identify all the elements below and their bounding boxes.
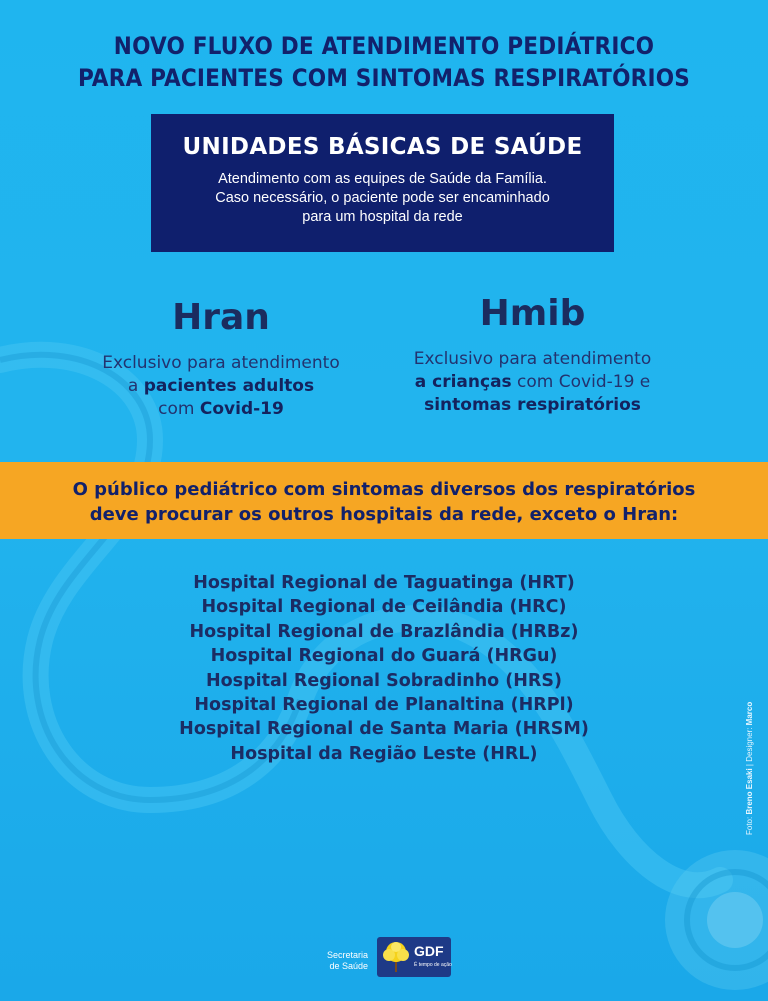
ubs-desc-line-3: para um hospital da rede [302,209,463,225]
credit-mid: | Designer: [745,725,754,769]
ubs-desc-line-1: Atendimento com as equipes de Saúde da Família. [218,171,547,187]
hran-name: Hran [172,297,270,338]
hospital-list-item: Hospital da Região Leste (HRL) [230,743,538,764]
page-title-line-1: NOVO FLUXO DE ATENDIMENTO PEDIÁTRICO [113,32,655,60]
hmib-desc-line-2-suffix: com Covid-19 e [511,372,651,392]
hran-desc-line-1: Exclusivo para atendimento [102,353,340,373]
hran-description [70,352,372,421]
hospital-list-item: Hospital Regional do Guará (HRGu) [210,646,558,667]
hran-desc-line-3-bold: Covid-19 [199,399,284,419]
pediatric-notice-band [0,462,768,539]
credit-photographer: Breno Esaki [745,768,754,815]
hmib-desc-line-3-bold: sintomas respiratórios [424,395,641,415]
ubs-title: UNIDADES BÁSICAS DE SAÚDE [182,134,583,160]
hran-desc-line-3 [70,398,372,421]
page-title [0,30,768,94]
hospital-list-item: Hospital Regional Sobradinho (HRS) [206,670,562,691]
ubs-description [151,170,614,227]
secretaria-line-2: de Saúde [329,961,368,971]
hran-section [70,298,372,421]
hran-desc-line-3-prefix: com [158,399,200,419]
hospital-list-item: Hospital Regional de Ceilândia (HRC) [201,597,567,618]
hran-desc-line-2 [70,375,372,398]
gdf-logo [377,937,451,977]
ubs-desc-line-2: Caso necessário, o paciente pode ser encaminhado [215,190,550,206]
hmib-description [380,348,685,417]
secretaria-logo-text [308,950,368,972]
hmib-desc-line-3 [380,394,685,417]
hran-desc-line-2-bold: pacientes adultos [143,376,315,396]
gdf-wordmark: GDF [414,943,444,959]
ipe-flower-icon [380,940,412,974]
hmib-desc-line-1: Exclusivo para atendimento [413,349,652,369]
hospital-list-item: Hospital Regional de Taguatinga (HRT) [193,573,575,593]
hospital-list-item: Hospital Regional de Brazlândia (HRBz) [189,621,579,642]
ubs-info-box [151,114,614,252]
page-title-line-2: PARA PACIENTES COM SINTOMAS RESPIRATÓRIOS [77,64,691,92]
gdf-tagline: É tempo de ação [414,962,452,968]
hospital-list [0,571,768,769]
hmib-desc-line-2 [380,371,685,394]
hospital-list-item: Hospital Regional de Santa Maria (HRSM) [179,719,589,740]
notice-line-1: O público pediátrico com sintomas diversos dos respiratórios [72,479,696,500]
notice-line-2: deve procurar os outros hospitais da rede, exceto o Hran: [89,504,679,525]
hmib-section [380,294,685,417]
photo-credit [745,702,754,835]
secretaria-line-1: Secretaria [326,950,368,960]
hmib-desc-line-2-bold: a crianças [414,372,512,392]
hmib-name: Hmib [479,293,586,334]
credit-prefix: Foto: [745,814,754,835]
hospital-list-item: Hospital Regional de Planaltina (HRPl) [194,695,574,716]
hran-desc-line-2-prefix: a [127,376,144,396]
credit-designer: Marco [745,701,754,726]
